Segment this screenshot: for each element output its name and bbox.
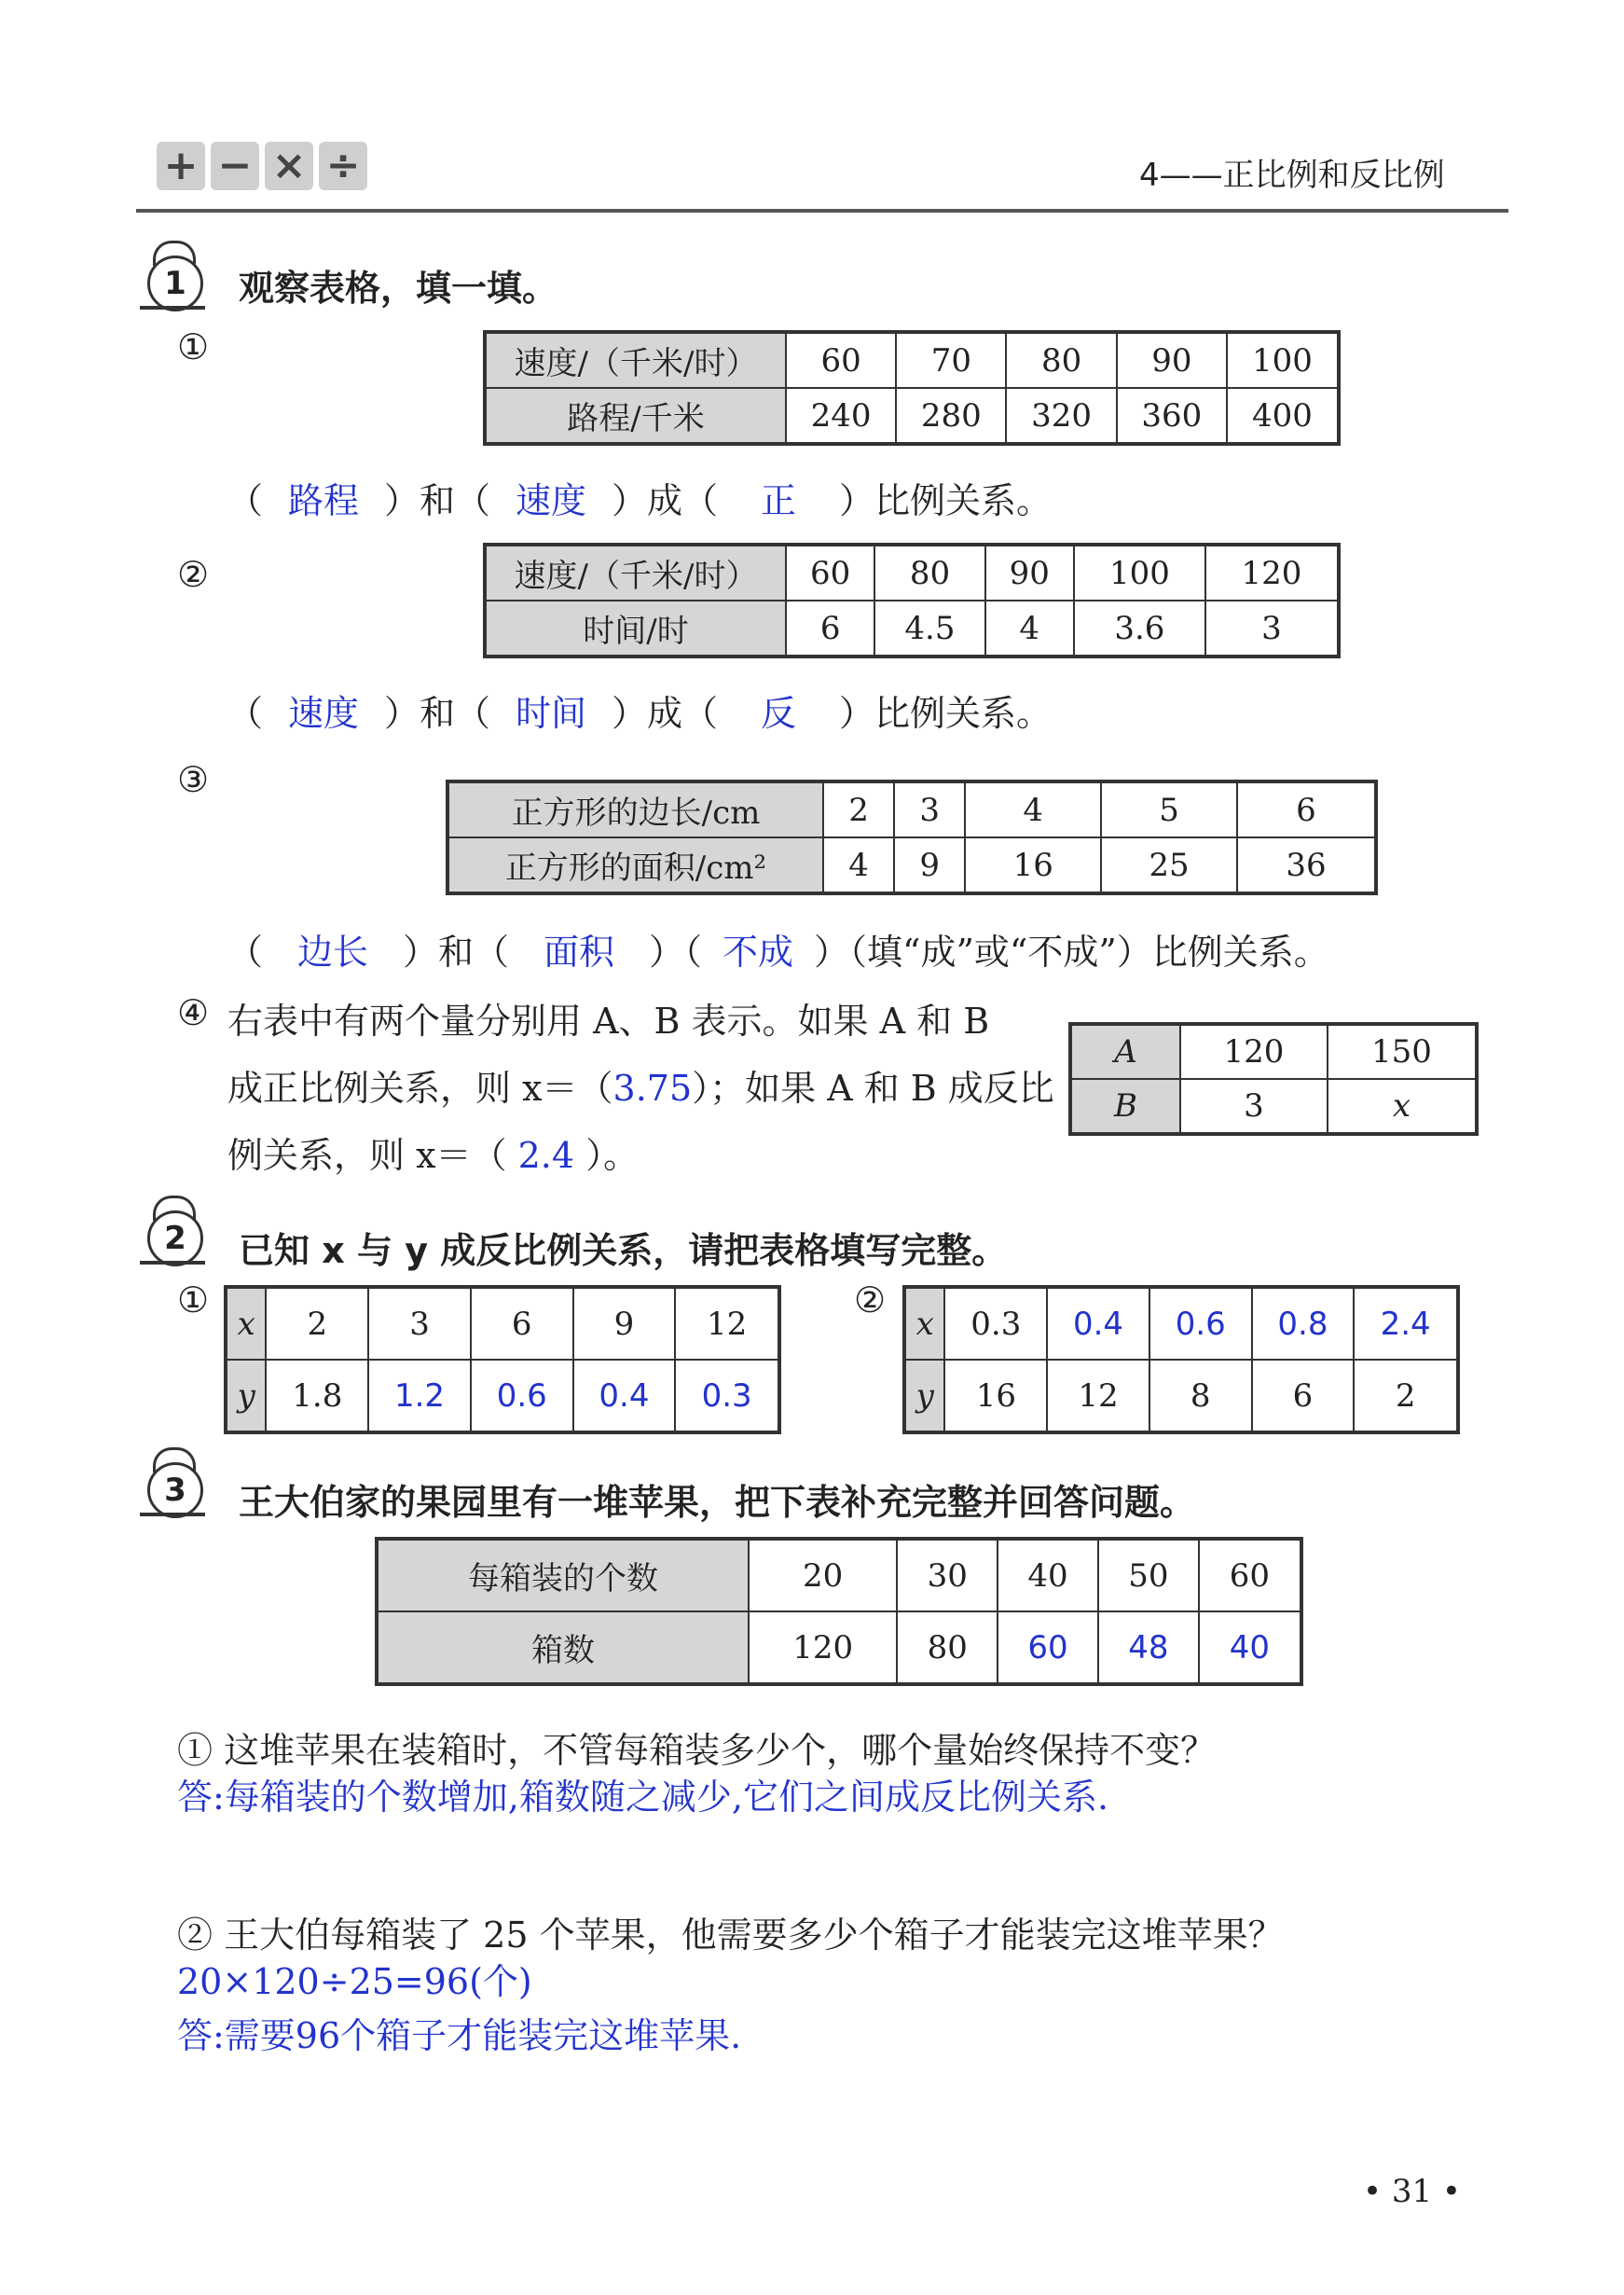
q3-sub2: ② 王大伯每箱装了 25 个苹果，他需要多少个箱子才能装完这堆苹果？ (177, 1915, 1284, 1956)
plus-icon: + (157, 142, 205, 190)
q1-p4-marker: ④ (177, 992, 210, 1033)
q3-table: 每箱装的个数 20 30 40 50 60 箱数 120 80 60 48 40 (375, 1537, 1303, 1686)
q3-answer-1: 答:每箱装的个数增加,箱数随之减少,它们之间成反比例关系. (177, 1777, 1109, 1818)
operation-icons (157, 142, 373, 190)
q2-table-1: x 2 3 6 9 12 y 1.8 1.2 0.6 0.4 0.3 (224, 1285, 781, 1434)
q2-t2-marker: ② (854, 1279, 887, 1320)
q1-p3-marker: ③ (177, 759, 210, 800)
chapter-title: 4——正比例和反比例 (1139, 157, 1445, 194)
q1-p1-sentence: （ 路程 ）和（ 速度 ）成（ 正 ）比例关系。 (227, 480, 1053, 521)
divide-icon: ÷ (319, 142, 367, 190)
question-badge-3: 3 (140, 1447, 205, 1526)
q1-table-2: 速度/（千米/时） 60 80 90 100 120 时间/时 6 4.5 4 3.6 3 (483, 543, 1341, 658)
q3-sub1: ① 这堆苹果在装箱时，不管每箱装多少个，哪个量始终保持不变？ (177, 1730, 1217, 1771)
q1-title: 观察表格，填一填。 (239, 268, 558, 309)
page-number: • 31 • (1363, 2173, 1461, 2210)
q1-p4-line1: 右表中有两个量分别用 A、B 表示。如果 A 和 B (227, 1001, 990, 1042)
q3-calculation: 20×120÷25=96(个) (177, 1961, 532, 2002)
q2-t1-marker: ① (177, 1279, 210, 1320)
times-icon: × (265, 142, 313, 190)
q1-p4-line2: 成正比例关系，则 x＝（3.75）；如果 A 和 B 成反比 (227, 1068, 1054, 1109)
q1-p1-marker: ① (177, 326, 210, 367)
q1-table-4: A 120 150 B 3 x (1068, 1022, 1479, 1136)
q1-p2-marker: ② (177, 554, 210, 595)
q1-p3-sentence: （ 边长 ）和（ 面积 ）（ 不成 ）（填“成”或“不成”）比例关系。 (227, 932, 1329, 973)
question-badge-2: 2 (140, 1196, 205, 1274)
q2-table-2: x 0.3 0.4 0.6 0.8 2.4 y 16 12 8 6 2 (902, 1285, 1460, 1434)
q1-p4-line3: 例关系，则 x＝（ 2.4 ）。 (227, 1135, 640, 1176)
q2-title: 已知 x 与 y 成反比例关系，请把表格填写完整。 (239, 1230, 1008, 1271)
q1-table-3: 正方形的边长/cm 2 3 4 5 6 正方形的面积/cm² 4 9 16 25 36 (446, 780, 1378, 895)
q1-p2-sentence: （ 速度 ）和（ 时间 ）成（ 反 ）比例关系。 (227, 693, 1053, 734)
q1-table-1: 速度/（千米/时） 60 70 80 90 100 路程/千米 240 280 320 360 400 (483, 330, 1341, 446)
question-badge-1: 1 (140, 241, 205, 319)
minus-icon: − (211, 142, 259, 190)
q3-title: 王大伯家的果园里有一堆苹果，把下表补充完整并回答问题。 (239, 1482, 1196, 1523)
q3-answer-2: 答:需要96个箱子才能装完这堆苹果. (177, 2015, 742, 2056)
header-rule (136, 209, 1508, 213)
